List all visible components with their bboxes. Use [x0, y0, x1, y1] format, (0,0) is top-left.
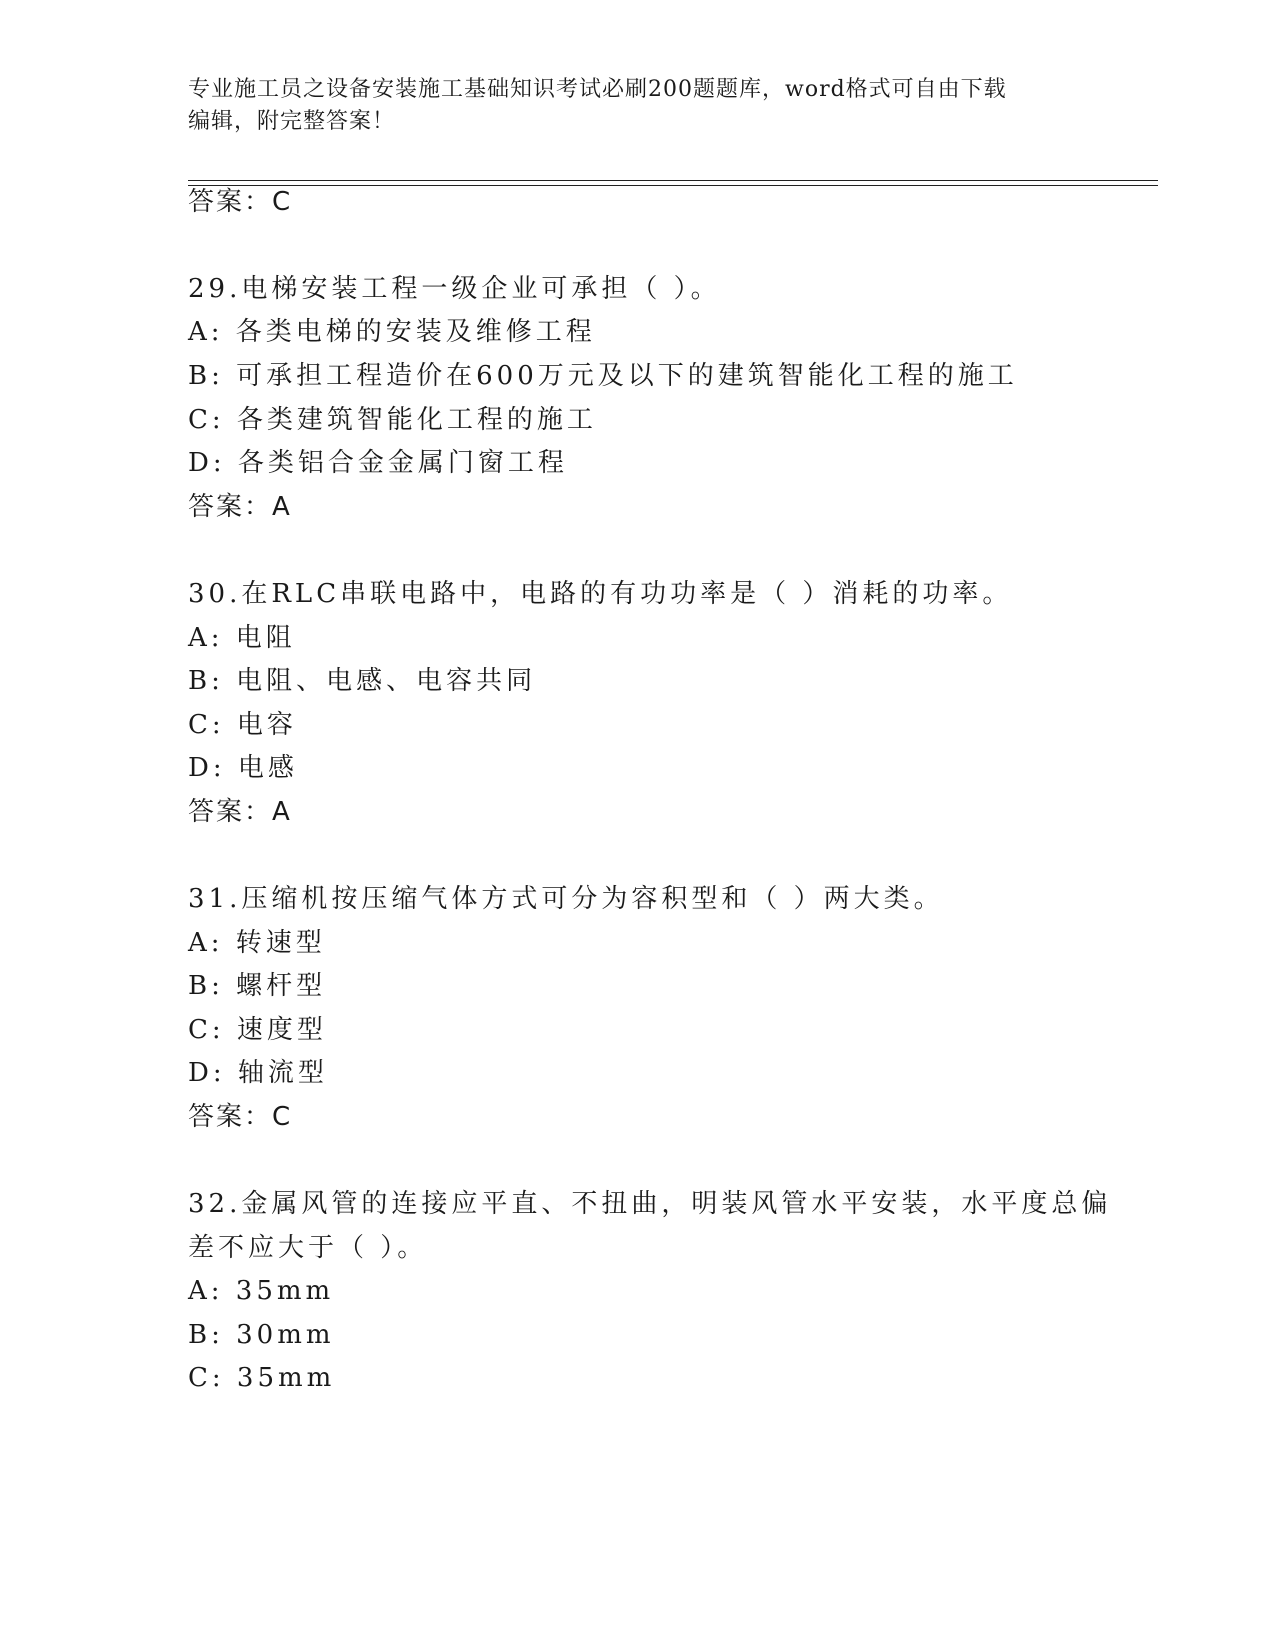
question-31-stem: 31.压缩机按压缩气体方式可分为容积型和（ ）两大类。: [188, 884, 944, 914]
question-30-option-b: B: 电阻、电感、电容共同: [188, 666, 537, 696]
header-line-1: 专业施工员之设备安装施工基础知识考试必刷200题题库，word格式可自由下载: [188, 77, 1007, 102]
header-divider-bottom: [188, 185, 1158, 186]
question-32-option-a: A: 35mm: [188, 1276, 335, 1306]
question-30-answer: 答案：A: [188, 797, 292, 827]
question-31-option-a: A: 转速型: [188, 928, 326, 958]
question-29-stem: 29.电梯安装工程一级企业可承担（ ）。: [188, 274, 721, 304]
question-31-option-d: D: 轴流型: [188, 1058, 328, 1088]
question-31-answer: 答案：C: [188, 1102, 293, 1132]
question-30-option-c: C: 电容: [188, 710, 297, 740]
question-32-stem-line-2: 差不应大于（ ）。: [188, 1233, 428, 1263]
question-29-answer: 答案：A: [188, 492, 292, 522]
question-30-stem: 30.在RLC串联电路中，电路的有功功率是（ ）消耗的功率。: [188, 579, 1013, 609]
question-31-option-b: B: 螺杆型: [188, 971, 327, 1001]
question-32-option-c: C: 35mm: [188, 1363, 336, 1393]
question-29-option-a: A: 各类电梯的安装及维修工程: [188, 317, 596, 347]
question-32-stem-line-1: 32.金属风管的连接应平直、不扭曲，明装风管水平安装，水平度总偏: [188, 1189, 1112, 1219]
question-31-option-c: C: 速度型: [188, 1015, 327, 1045]
previous-answer: 答案：C: [188, 187, 293, 217]
question-29-option-c: C: 各类建筑智能化工程的施工: [188, 405, 597, 435]
header-line-2: 编辑，附完整答案！: [188, 109, 396, 134]
question-30-option-d: D: 电感: [188, 753, 298, 783]
question-30-option-a: A: 电阻: [188, 623, 296, 653]
header-divider-top: [188, 180, 1158, 181]
document-header: [188, 74, 1088, 138]
question-29-option-d: D: 各类铝合金金属门窗工程: [188, 448, 568, 478]
question-29-option-b: B: 可承担工程造价在600万元及以下的建筑智能化工程的施工: [188, 361, 1018, 391]
question-32-option-b: B: 30mm: [188, 1320, 335, 1350]
